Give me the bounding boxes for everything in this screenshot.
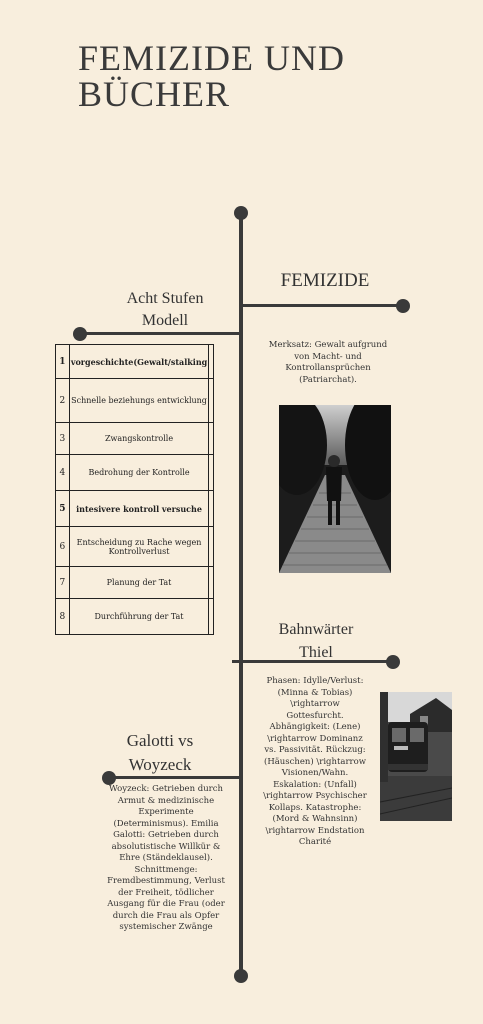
stufen-row-number: 2 — [56, 379, 70, 423]
stufen-row-number: 7 — [56, 567, 70, 599]
femizide-branch-line — [241, 304, 403, 307]
stufen-branch-line — [80, 332, 241, 335]
stufen-row-blank — [209, 491, 214, 527]
thiel-branch-dot — [386, 655, 400, 669]
stufen-row — [56, 599, 214, 635]
femizide-merksatz: Merksatz: Gewalt aufgrund von Macht- und Kontrollansprüchen (Patriarchat). — [268, 340, 388, 385]
stufen-row — [56, 423, 214, 455]
woman-on-pier-image — [279, 405, 391, 573]
stufen-row-number: 1 — [56, 345, 70, 379]
stufen-row-text: vorgeschichte(Gewalt/stalking — [69, 345, 208, 379]
stufen-row-text: Zwangskontrolle — [69, 423, 208, 455]
stufen-row — [56, 345, 214, 379]
stufen-row-number: 6 — [56, 527, 70, 567]
stufen-row-blank — [209, 379, 214, 423]
stufen-row-text: intesivere kontroll versuche — [69, 491, 208, 527]
stufen-row-blank — [209, 599, 214, 635]
stufen-row-blank — [209, 423, 214, 455]
stufen-row-text: Schnelle beziehungs entwicklung — [69, 379, 208, 423]
stufen-row-number: 3 — [56, 423, 70, 455]
stufen-row-text: Durchführung der Tat — [69, 599, 208, 635]
femizide-heading: FEMIZIDE — [280, 270, 370, 291]
stufen-table — [55, 344, 214, 635]
tram-image — [380, 692, 452, 821]
stufen-row-text: Planung der Tat — [69, 567, 208, 599]
galotti-heading: Galotti vs Woyzeck — [126, 731, 194, 774]
thiel-heading: Bahnwärter Thiel — [278, 621, 354, 661]
stufen-row-blank — [209, 567, 214, 599]
timeline-top-dot — [234, 206, 248, 220]
stufen-row-number: 4 — [56, 455, 70, 491]
stufen-row — [56, 527, 214, 567]
stufen-row — [56, 567, 214, 599]
stufen-row-blank — [209, 455, 214, 491]
stufen-row-blank — [209, 345, 214, 379]
stufen-row-blank — [209, 527, 214, 567]
page-title: FEMIZIDE UND BÜCHER — [78, 38, 345, 114]
stufen-branch-dot — [73, 327, 87, 341]
woman-on-pier-photo — [279, 405, 391, 573]
stufen-row — [56, 455, 214, 491]
stufen-row-text: Entscheidung zu Rache wegen Kontrollverlust — [69, 527, 208, 567]
stufen-row-text: Bedrohung der Kontrolle — [69, 455, 208, 491]
stufen-row-number: 5 — [56, 491, 70, 527]
thiel-text: Phasen: Idylle/Verlust: (Minna & Tobias) \rightarrow Gottesfurcht. Abhängigkeit: (Lene) \rightarrow Dominanz vs. Passivität. Rückzug: (Häuschen) \rightarrow Visionen/Wahn. Eskalation: (Unfall) \rightarrow Psychischer Kollaps. Katastrophe: (Mord & Wahnsinn) \rightarrow Endstation Charité — [263, 676, 367, 847]
stufen-heading: Acht Stufen Modell — [126, 290, 204, 329]
stufen-row — [56, 491, 214, 527]
stufen-row — [56, 379, 214, 423]
femizide-branch-dot — [396, 299, 410, 313]
timeline-bottom-dot — [234, 969, 248, 983]
galotti-text: Woyzeck: Getrieben durch Armut & medizinische Experimente (Determinismus). Emilia Galotti: Getrieben durch absolutistische Willkür & Ehre (Ständeklausel). Schnittmenge: Fremdbestimmung, Verlust der Freiheit, tödlicher Ausgang für die Frau (oder durch die Frau als Opfer systemischer Zwänge — [107, 784, 225, 932]
tram-photo — [380, 692, 452, 821]
timeline-line — [239, 211, 243, 978]
stufen-row-number: 8 — [56, 599, 70, 635]
